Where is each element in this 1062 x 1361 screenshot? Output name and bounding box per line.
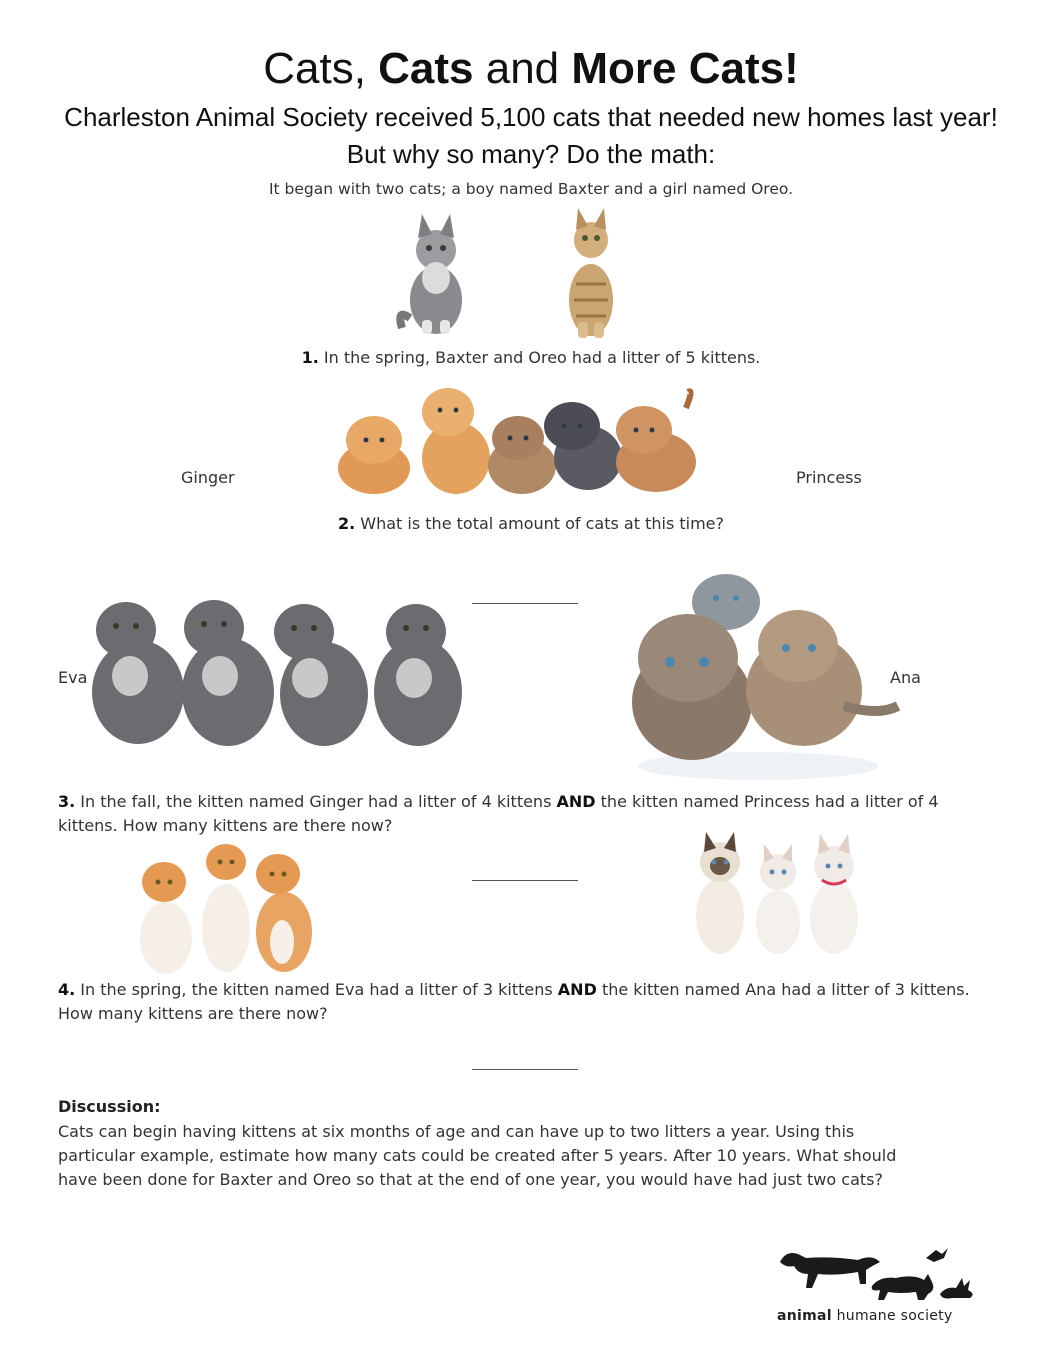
question-4: 4. In the spring, the kitten named Eva had a litter of 3 kittens AND the kitten named Ana had a litter of 3 kittens. How many kittens are there now? [58,980,970,1023]
label-eva: Eva [58,668,88,687]
question-1: 1. In the spring, Baxter and Oreo had a litter of 5 kittens. [301,348,761,367]
discussion-heading: Discussion: [58,1097,161,1116]
label-ginger: Ginger [181,468,235,487]
baxter-cat-photo [396,208,476,338]
answer-blank-2[interactable] [472,603,578,604]
answer-blank-3[interactable] [472,880,578,881]
page-title: Cats, Cats and More Cats! [263,44,799,93]
five-kittens-photo [326,378,736,502]
subtitle: Charleston Animal Society received 5,100 cats that needed new homes last year! [64,102,998,132]
discussion-body: Cats can begin having kittens at six months of age and can have up to two litters a year. Using this particular example, estimate how many cats could be created after 5 years. After 10 years. What should have been done for Baxter and Oreo so that at the end of one year, you would have had just two cats? [58,1122,897,1189]
subtitle-question: But why so many? Do the math: [346,139,716,169]
label-ana: Ana [890,668,921,687]
animal-humane-society-logo-icon [776,1240,990,1306]
oreo-cat-photo [556,204,626,340]
answer-blank-4[interactable] [472,1069,578,1070]
intro-text: It began with two cats; a boy named Baxter and a girl named Oreo. [268,180,794,198]
siamese-kittens-photo [684,830,862,958]
question-3: 3. In the fall, the kitten named Ginger had a litter of 4 kittens AND the kitten named Princess had a litter of 4 kittens. How many kittens are there now? [58,792,939,835]
label-princess: Princess [796,468,862,487]
question-2: 2. What is the total amount of cats at this time? [337,514,725,533]
logo-wordmark: animal humane society [777,1308,953,1324]
orange-kittens-photo [136,842,322,976]
eva-kittens-photo [78,580,468,752]
ana-kittens-photo [608,566,904,782]
